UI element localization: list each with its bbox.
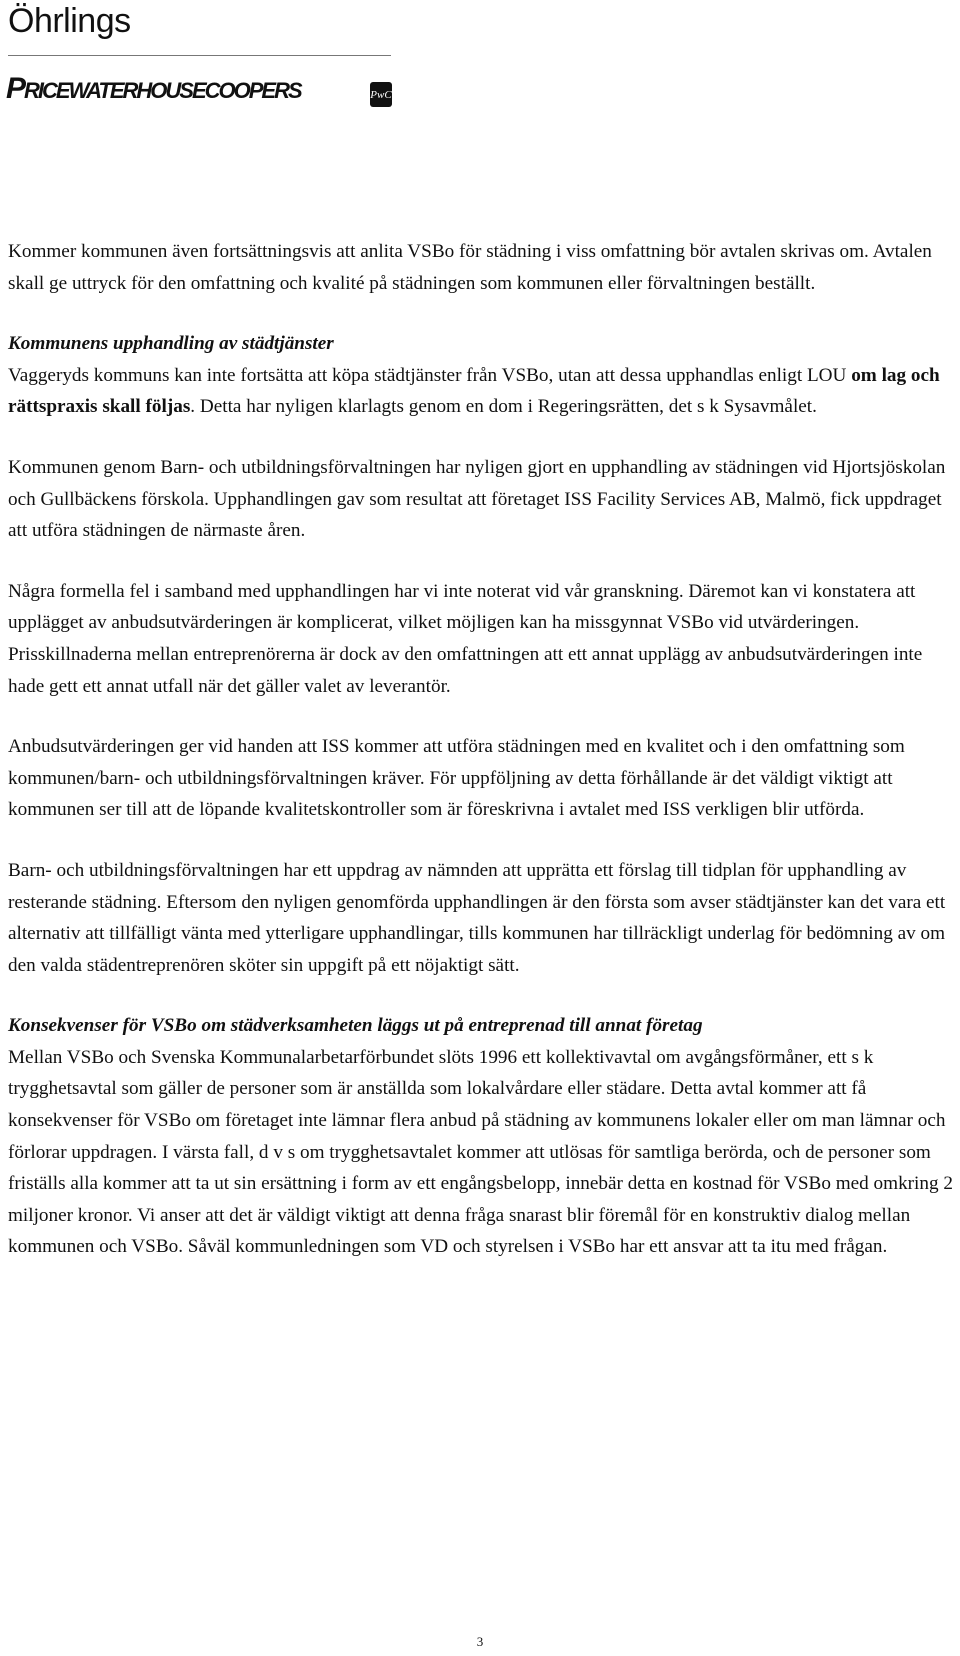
- section-konsekvenser: [8, 1010, 958, 1263]
- paragraph-2-bold: om lag och rättspraxis skall följas: [8, 364, 940, 418]
- section-heading: Kommunens upphandling av städtjänster: [8, 333, 334, 355]
- logo-divider: [8, 55, 391, 56]
- paragraph-7-text: Mellan VSBo och Svenska Kommunalarbetarförbundet slöts 1996 ett kollektivavtal om avgångsförmåner, ett s k trygghetsavtal som gäller de personer som är anställda som lokalvårdare eller städare. Detta avtal kommer att få konsekvenser för VSBo om företaget inte lämnar flera anbud på städning av kommunens lokaler eller om man lämnar och förlorar uppdragen. I värsta fall, d v s om trygghetsavtalet kommer att utlösas för samtliga berörda, och de personer som friställs alla kommer att ta ut sin ersättning i form av ett engångsbelopp, innebär detta en kostnad för VSBo med omkring 2 miljoner kronor. Vi anser att det är väldigt viktigt att denna fråga snarast blir föremål för en konstruktiv dialog mellan kommunen och VSBo. Såväl kommunledningen som VD och styrelsen i VSBo har ett ansvar att ta itu med frågan.: [8, 1046, 953, 1258]
- paragraph-2-text-a: Vaggeryds kommuns kan inte fortsätta att köpa städtjänster från VSBo, utan att dessa upphandlas enligt LOU: [8, 364, 852, 386]
- logo-initial: P: [6, 72, 25, 105]
- paragraph-5: Anbudsutvärderingen ger vid handen att ISS kommer att utföra städningen med en kvalitet och i den omfattning som kommunen/barn- och utbildningsförvaltningen kräver. För uppföljning av detta förhållande är det väldigt viktigt att kommunen ser till att de löpande kvalitetskontroller som är föreskrivna i avtalet med ISS verkligen blir utförda.: [8, 736, 905, 821]
- paragraph-4: Några formella fel i samband med upphandlingen har vi inte noterat vid vår granskning. Däremot kan vi konstatera att upplägget av anbudsutvärderingen är komplicerat, vilket möjligen kan ha missgynnat VSBo vid utvärderingen. Prisskillnaderna mellan entreprenörerna är dock av den omfattningen att ett annat upplägg av anbudsutvärderingen inte hade gett ett annat utfall när det gäller valet av leverantör.: [8, 580, 923, 697]
- paragraph-3: Kommunen genom Barn- och utbildningsförvaltningen har nyligen gjort en upphandling av städningen vid Hjortsjöskolan och Gullbäckens förskola. Upphandlingen gav som resultat att företaget ISS Facility Services AB, Malmö, fick uppdraget att utföra städningen de närmaste åren.: [8, 456, 946, 542]
- paragraph-6: Barn- och utbildningsförvaltningen har ett uppdrag av nämnden att upprätta ett förslag till tidplan för upphandling av resterande städning. Eftersom den nyligen genomförda upphandlingen är den första som avser städtjänster kan det vara ett alternativ att tillfälligt vänta med ytterligare upphandlingar, tills kommunen har tillräckligt underlag för bedömning av om den valda städentreprenören sköter sin uppgift på ett nöjaktigt sätt.: [8, 859, 946, 976]
- ohrlings-logo-text: Öhrlings: [8, 2, 131, 40]
- pricewaterhousecoopers-logo: [6, 72, 301, 106]
- page-number: 3: [476, 1634, 484, 1649]
- section-heading: Konsekvenser för VSBo om städverksamheten läggs ut på entreprenad till annat företag: [8, 1015, 703, 1037]
- paragraph-2-text-c: . Detta har nyligen klarlagts genom en dom i Regeringsrätten, det s k Sysavmålet.: [190, 396, 817, 418]
- section-kommunens-upphandling: [8, 328, 958, 423]
- paragraph-1: Kommer kommunen även fortsättningsvis att anlita VSBo för städning i viss omfattning bör avtalen skrivas om. Avtalen skall ge uttryck för den omfattning och kvalité på städningen som kommunen eller förvaltningen beställt.: [8, 241, 932, 294]
- document-body: [8, 236, 958, 1292]
- logo-wordmark: RICEWATERHOUSECOOPERS: [24, 78, 301, 103]
- pwc-seal-icon: PwC: [370, 82, 392, 107]
